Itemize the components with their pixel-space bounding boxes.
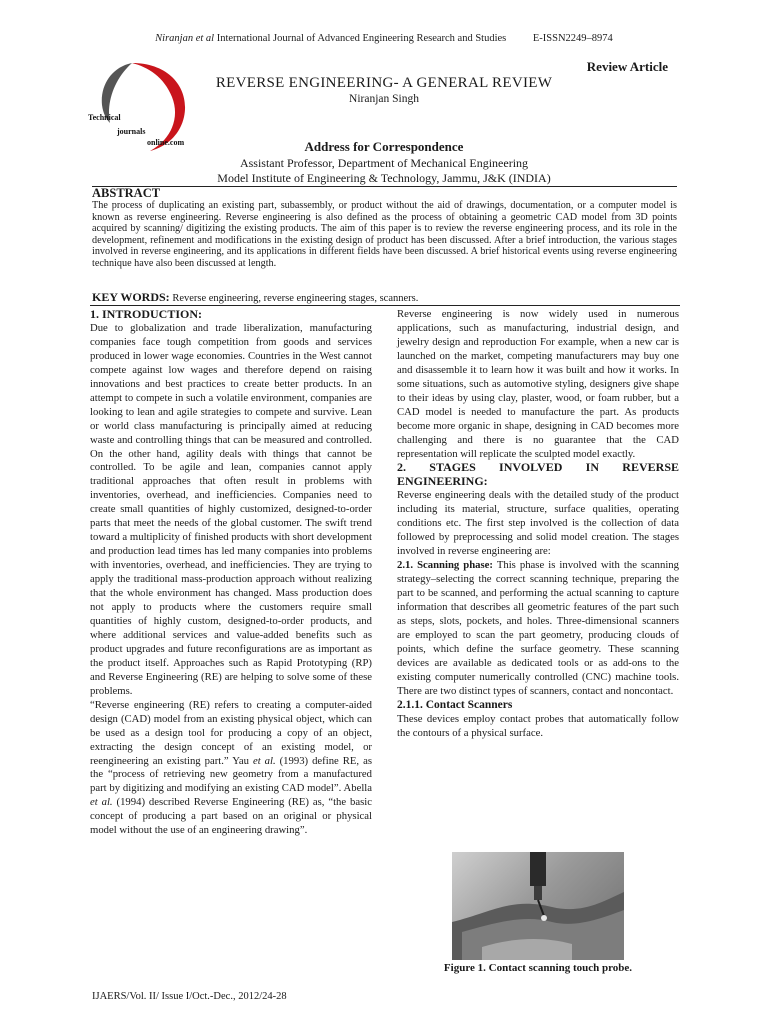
- intro-paragraph-2-part2: (1993) define RE, as the “process of retrieving new geometry from a manufactured part by digitizing and modifying an existing CAD model”. Abella: [90, 754, 372, 795]
- abstract-top-rule: [92, 186, 677, 187]
- stages-paragraph: Reverse engineering deals with the detailed study of the product including its material, structure, surface qualities, operating conditions etc. The first step involved is the collection of data followed by preprocessing and solid model creation. The stages involved in reverse engineering are:: [397, 489, 679, 558]
- paper-author: Niranjan Singh: [349, 93, 419, 105]
- figure-contact-probe-image: [452, 852, 624, 960]
- scanning-phase-text: This phase is involved with the scanning strategy–selecting the correct scanning technique, preparing the part to be scanned, and performing the actual scanning to capture information that describes all geometric features of the part such as steps, slots, pockets, and holes. Three-dimensional scanners are employed to scan the part geometry, producing clouds of points, which define the surface geometry. These scanning devices are available as dedicated tools or as add-ons to the existing computer numerically controlled (CNC) machine tools. There are two distinct types of scanners, contact and noncontact.: [397, 559, 679, 697]
- scanning-phase-label: 2.1. Scanning phase:: [397, 559, 493, 572]
- body-column-right: [397, 308, 679, 741]
- body-column-left: [90, 308, 372, 838]
- contact-scanners-paragraph: These devices employ contact probes that automatically follow the contours of a physical surface.: [397, 712, 679, 739]
- scanning-phase-paragraph: [397, 559, 679, 699]
- running-head-journal: International Journal of Advanced Engineering Research and Studies: [216, 33, 507, 44]
- section-heading-stages: 2. STAGES INVOLVED IN REVERSE ENGINEERING:: [397, 460, 679, 489]
- intro-etal-2: et al.: [90, 796, 113, 809]
- logo-text-line2: journals: [117, 127, 146, 136]
- running-head-authors: Niranjan et al: [155, 33, 215, 44]
- keywords-label: KEY WORDS:: [92, 290, 170, 304]
- abstract-heading: ABSTRACT: [92, 186, 161, 200]
- intro-etal-1: et al.: [252, 754, 276, 767]
- keywords-bottom-rule: [90, 305, 680, 306]
- section-heading-introduction: 1. INTRODUCTION:: [90, 307, 203, 321]
- running-head: [0, 33, 768, 44]
- keywords: [92, 290, 418, 305]
- article-type: Review Article: [586, 59, 668, 74]
- page-footer: IJAERS/Vol. II/ Issue I/Oct.-Dec., 2012/24-28: [92, 991, 287, 1002]
- correspondence-line1: Assistant Professor, Department of Mechanical Engineering: [239, 156, 529, 170]
- running-head-issn: E-ISSN2249–8974: [532, 33, 613, 44]
- probe-illustration: [452, 852, 624, 960]
- paper-title: REVERSE ENGINEERING- A GENERAL REVIEW: [215, 75, 553, 91]
- section-heading-contact-scanners: 2.1.1. Contact Scanners: [397, 698, 513, 711]
- intro-paragraph-2-part1: “Reverse engineering (RE) refers to creating a computer-aided design (CAD) model from an existing physical object, which can be used as a design tool for producing a copy of an object, extracting the design concept of an existing model, or reengineering an existing part.” Yau: [90, 698, 372, 767]
- right-paragraph-1: Reverse engineering is now widely used in numerous applications, such as manufacturing, industrial design, and jewelry design and reproduction For example, when a new car is launched on the market, competing manufacturers may buy one and disassemble it to learn how it was built and how it works. In some situations, such as automotive styling, designers give shape to their ideas by using clay, plaster, wood, or foam rubber, but a CAD model is needed to manufacture the part. As products become more organic in shape, designing in CAD becomes more challenging and there is no guarantee that the CAD representation will replicate the sculpted model exactly.: [397, 308, 679, 460]
- correspondence-heading: Address for Correspondence: [304, 139, 464, 154]
- intro-paragraph-2: [90, 699, 372, 839]
- keywords-text: Reverse engineering, reverse engineering stages, scanners.: [169, 293, 419, 304]
- intro-paragraph-2-part3: (1994) described Reverse Engineering (RE) as, “the basic concept of producing a part based on an original or physical model without the use of an engineering drawing”.: [90, 796, 372, 837]
- correspondence-line2: Model Institute of Engineering & Technology, Jammu, J&K (INDIA): [217, 171, 551, 185]
- logo-text-line3: online.com: [147, 138, 185, 147]
- abstract-text: The process of duplicating an existing part, subassembly, or product without the aid of drawings, documentation, or a computer model is known as reverse engineering. Reverse engineering is also defined as the process of obtaining a geometric CAD model from 3D points acquired by scanning/ digitizing the existing products. The aim of this paper is to review the reverse engineering process, and its role in the development, refinement and modifications in the existing design of product has been discussed. After a brief introduction, the various stages involved in reverse engineering, and its applications in different fields have been discussed. A brief historical events using reverse engineering technique have also been discussed at length.: [92, 200, 677, 269]
- figure-caption: Figure 1. Contact scanning touch probe.: [443, 962, 633, 974]
- logo-text-line1: Technical: [88, 113, 121, 122]
- intro-paragraph-1: Due to globalization and trade liberalization, manufacturing companies face tough competition from goods and services produced in lower wage economies. Countries in the West cannot compete against low wages and therefore depend on raising innovations and best practices to create better products. In an attempt to compete in such a volatile environment, companies are looking to lean and agile strategies to compete and survive. Lean or world class manufacturing is principally aimed at reducing waste and controlling things that can be measured and controlled. On the other hand, agility deals with things that cannot be controlled. To be agile and lean, companies cannot apply traditional approaches that often result in problems with inventories, overhead, and inefficiencies. Companies need to create small quantities of highly customized, designed-to-order parts that meet the needs of the global customer. The swift trend toward a multiplicity of finished products with short development and production lead times has led many companies into problems with inventories, overhead, and inefficiencies. They are trying to apply the traditional mass-production approach without realizing that the whole environment has changed. Mass production does not apply to products where the customers require small quantities of highly custom, designed-to-order products, and where additional services and value-added benefits such as product upgrades and future reconfigurations are as important as the product itself. Approaches such as Rapid Prototyping (RP) and Reverse Engineering (RE) are helping to solve some of these problems.: [90, 321, 372, 697]
